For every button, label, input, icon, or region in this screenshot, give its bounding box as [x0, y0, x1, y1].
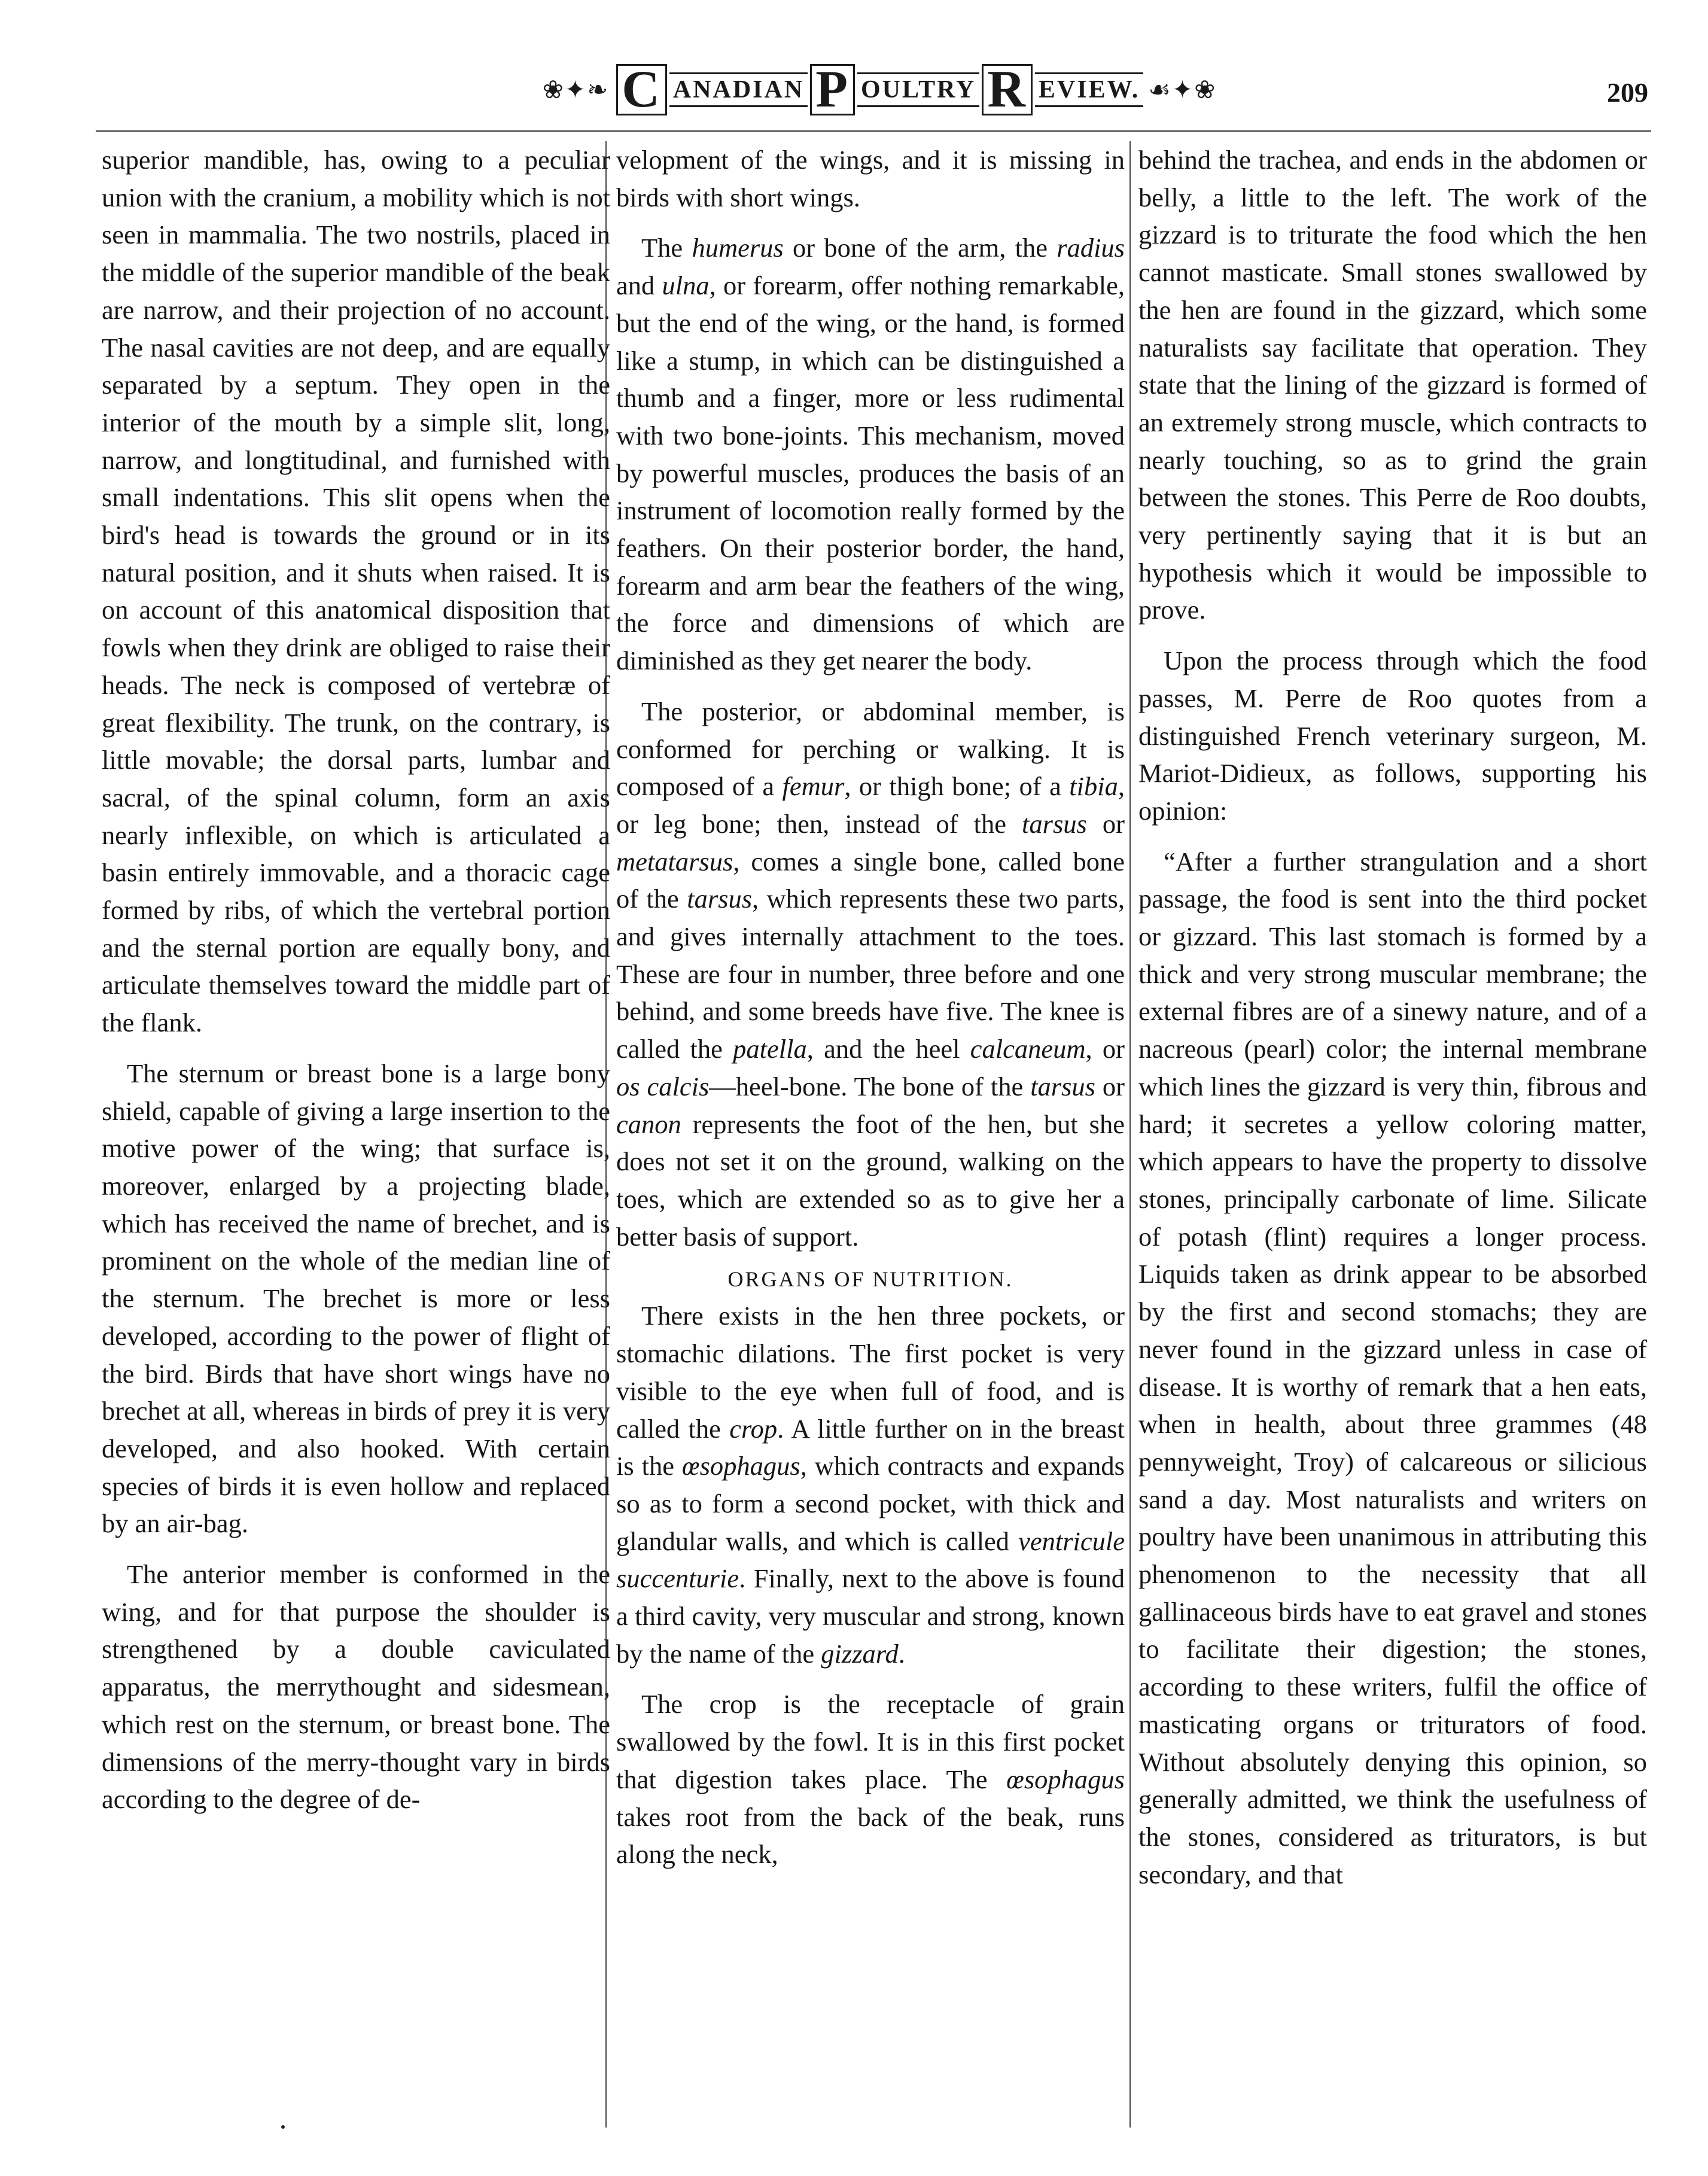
col2-paragraph-5: The crop is the receptacle of grain swallowed by the fowl. It is in this first pocket that digestion takes place. The œsophagus takes root from the back of the beak, runs along the neck,: [616, 1689, 1125, 1870]
col2-paragraph-2: The humerus or bone of the arm, the radius and ulna, or forearm, offer nothing remarkable, but the end of the wing, or the hand, is formed like a stump, in which can be distinguished a thumb and a finger, more or less rudimental with two bone-joints. This mechanism, moved by powerful muscles, produces the basis of an instrument of locomotion really formed by the feathers. On their posterior border, the hand, forearm and arm bear the feathers of the wing, the force and dimensions of which are diminished as they get nearer the body.: [616, 233, 1125, 676]
col1-paragraph-3: The anterior member is conformed in the wing, and for that purpose the shoulder is strengthened by a double caviculated apparatus, the merrythought and sidesmean, which rest on the sternum, or breast bone. The dimensions of the merry-thought vary in birds according to the degree of de-: [102, 1559, 610, 1815]
col3-paragraph-2: Upon the process through which the food passes, M. Perre de Roo quotes from a distinguished French veterinary surgeon, M. Mariot-Didieux, as follows, supporting his opinion:: [1138, 646, 1647, 826]
column-divider-right: [1129, 141, 1131, 2128]
col2-paragraph-3: The posterior, or abdominal member, is conformed for perching or walking. It is composed of a femur, or thigh bone; of a tibia, or leg bone; then, instead of the tarsus or metatarsus, comes a single bone, called bone of the tarsus, which represents these two parts, and gives internally attachment to the toes. These are four in number, three before and one behind, and some breeds have five. The knee is called the patella, and the heel calcaneum, or os calcis—heel-bone. The bone of the tarsus or canon represents the foot of the hen, but she does not set it on the ground, walking on the toes, which are extended so as to give her a better basis of support.: [616, 696, 1125, 1252]
col2-paragraph-1: velopment of the wings, and it is missing in birds with short wings.: [616, 145, 1125, 212]
title-word-oultry: OULTRY: [857, 72, 979, 107]
header-rule: [96, 130, 1651, 132]
column-3: [1138, 141, 1647, 2134]
section-heading: ORGANS OF NUTRITION.: [727, 1267, 1013, 1292]
col3-paragraph-1: behind the trachea, and ends in the abdomen or belly, a little to the left. The work of the gizzard is to triturate the food which the hen cannot masticate. Small stones swallowed by the hen are found in the gizzard, which some naturalists say facilitate that operation. They state that the lining of the gizzard is formed of an extremely strong muscle, which contracts to nearly touching, so as to grind the grain between the stones. This Perre de Roo doubts, very pertinently saying that it is but an hypothesis which it would be impossible to prove.: [1138, 145, 1647, 625]
ornament-left-icon: ❀✦❧: [542, 77, 610, 104]
title-word-anadian: ANADIAN: [669, 72, 808, 107]
title-word-eview: EVIEW.: [1035, 72, 1143, 107]
page-number: 209: [1607, 77, 1648, 108]
col3-paragraph-3: “After a further strangulation and a short passage, the food is sent into the third pocket or gizzard. This last stomach is formed by a thick and very strong muscular membrane; the external fibres are of a sinewy nature, and of a nacreous (pearl) color; the internal membrane which lines the gizzard is very thin, fibrous and hard; it secretes a yellow coloring matter, which appears to have the property to dissolve stones, principally carbonate of lime. Silicate of potash (flint) requires a longer process. Liquids taken as drink appear to be absorbed by the first and second stomachs; they are never found in the gizzard unless in case of disease. It is worthy of remark that a hen eats, when in health, about three grammes (48 pennyweight, Troy) of calcareous or silicious sand a day. Most naturalists and writers on poultry have been unanimous in attributing this phenomenon to the necessity that all gallinaceous birds have to eat gravel and stones to facilitate their digestion; the stones, according to these writers, fulfil the office of masticating organs or triturators of food. Without absolutely denying this opinion, so generally admitted, we think the usefulness of the stones, considered as triturators, is but secondary, and that: [1138, 846, 1647, 1889]
title-initial-c: C: [616, 64, 667, 115]
column-2: [616, 141, 1125, 2134]
ornament-right-icon: ☙✦❀: [1148, 77, 1217, 104]
col2-paragraph-4: There exists in the hen three pockets, or stomachic dilations. The first pocket is very visible to the eye when full of food, and is called the crop. A little further on in the breast is the œsophagus, which contracts and expands so as to form a second pocket, with thick and glandular walls, and which is called ventricule succenturie. Finally, next to the above is found a third cavity, very muscular and strong, known by the name of the gizzard.: [616, 1301, 1125, 1669]
print-speck: [281, 2125, 285, 2129]
journal-title: [614, 60, 1143, 118]
col1-paragraph-2: The sternum or breast bone is a large bony shield, capable of giving a large insertion to the motive power of the wing; that surface is, moreover, enlarged by a projecting blade, which has received the name of brechet, and is prominent on the whole of the median line of the sternum. The brechet is more or less developed, according to the power of flight of the bird. Birds that have short wings have no brechet at all, whereas in birds of prey it is very developed, and also hooked. With certain species of birds it is even hollow and replaced by an air-bag.: [102, 1058, 610, 1539]
masthead: [542, 60, 1217, 118]
title-initial-p: P: [810, 64, 855, 115]
col1-paragraph-1: superior mandible, has, owing to a peculiar union with the cranium, a mobility which is not seen in mammalia. The two nostrils, placed in the middle of the superior mandible of the beak are narrow, and their projection of no account. The nasal cavities are not deep, and are equally separated by a septum. They open in the interior of the mouth by a simple slit, long, narrow, and longtitudinal, and furnished with small indentations. This slit opens when the bird's head is towards the ground or in its natural position, and it shuts when raised. It is on account of this anatomical disposition that fowls when they drink are obliged to raise their heads. The neck is composed of vertebræ of great flexibility. The trunk, on the contrary, is little movable; the dorsal parts, lumbar and sacral, of the spinal column, form an axis nearly inflexible, on which is articulated a basin entirely immovable, and a thoracic cage formed by ribs, of which the vertebral portion and the sternal portion are equally bony, and articulate themselves toward the middle part of the flank.: [102, 145, 610, 1038]
column-1: [102, 141, 610, 2134]
title-initial-r: R: [982, 64, 1033, 115]
